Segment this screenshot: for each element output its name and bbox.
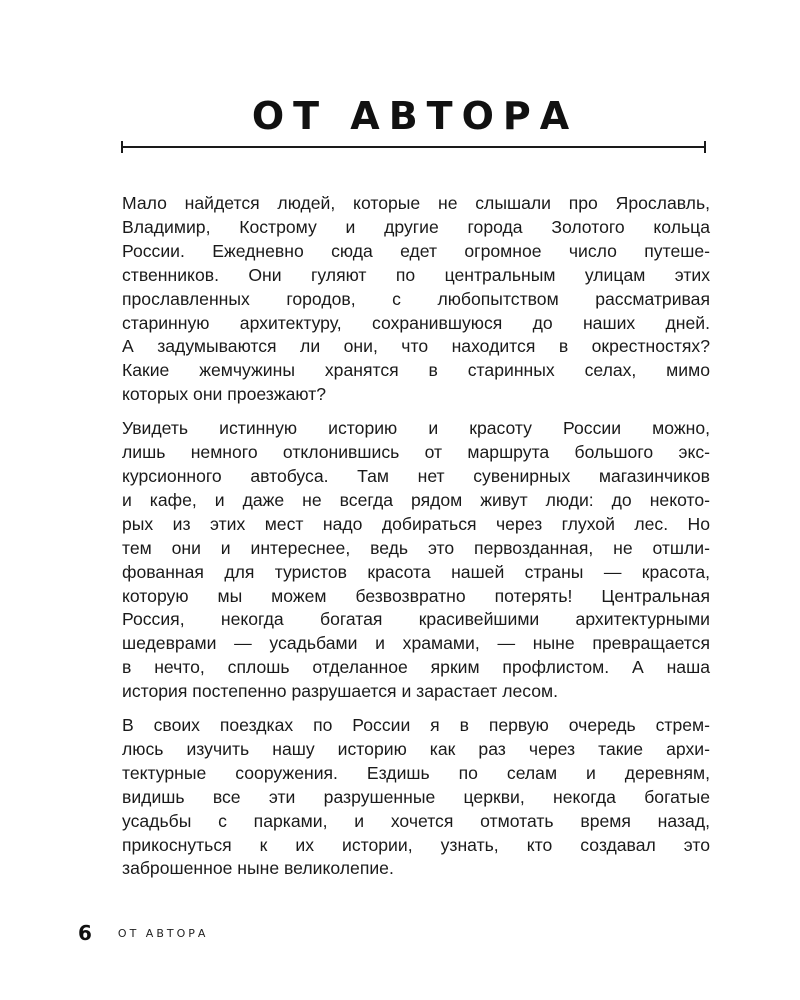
text-line: В своих поездках по России я в первую очередь стрем- [122, 715, 710, 736]
text-line: Увидеть истинную историю и красоту России можно, [122, 418, 710, 439]
text-line: видишь все эти разрушенные церкви, некогда богатые [122, 786, 710, 807]
text-line: лишь немного отклонившись от маршрута большого экс- [122, 442, 710, 463]
title-rule-left-tick [121, 141, 123, 153]
page-footer [78, 918, 208, 948]
text-line: прославленных городов, с любопытством рассматривая [122, 288, 710, 309]
paragraph [122, 192, 710, 407]
text-line: Какие жемчужины хранятся в старинных селах, мимо [122, 360, 710, 381]
paragraph [122, 417, 710, 704]
text-line: тектурные сооружения. Ездишь по селам и деревням, [122, 762, 710, 783]
text-line: заброшенное ныне великолепие. [122, 858, 394, 879]
text-line: Владимир, Кострому и другие города Золотого кольца [122, 216, 710, 237]
text-line: рых из этих мест надо добираться через глухой лес. Но [122, 513, 710, 534]
text-line: тем они и интереснее, ведь это первозданная, не отшли- [122, 537, 710, 558]
text-line: фованная для туристов красота нашей страны — красота, [122, 561, 710, 582]
title-rule-right-tick [704, 141, 706, 153]
text-line: в нечто, сплошь отделанное ярким профлистом. А наша [122, 657, 710, 678]
chapter-title: ОТ АВТОРА [251, 94, 579, 138]
text-line: и кафе, и даже не всегда рядом живут люди: до некото- [122, 489, 710, 510]
title-rule [121, 146, 706, 148]
text-line: люсь изучить нашу историю как раз через такие архи- [122, 738, 710, 759]
text-line: старинную архитектуру, сохранившуюся до наших дней. [122, 312, 710, 333]
page-number: 6 [78, 921, 92, 945]
text-line: история постепенно разрушается и зарастает лесом. [122, 681, 559, 702]
text-line: Россия, некогда богатая красивейшими архитектурными [122, 609, 710, 630]
text-line: А задумываются ли они, что находится в окрестностях? [122, 336, 710, 357]
text-line: усадьбы с парками, и хочется отмотать время назад, [122, 810, 710, 831]
text-line: ственников. Они гуляют по центральным улицам этих [122, 264, 710, 285]
text-line: Мало найдется людей, которые не слышали про Ярославль, [122, 193, 710, 213]
text-line: которую мы можем безвозвратно потерять! Центральная [122, 585, 710, 606]
running-head: ОТ АВТОРА [117, 926, 209, 940]
body-text [122, 192, 710, 891]
paragraph [122, 714, 710, 881]
text-line: России. Ежедневно сюда едет огромное число путеше- [122, 240, 710, 261]
text-line: курсионного автобуса. Там нет сувенирных магазинчиков [122, 465, 710, 486]
text-line: прикоснуться к их истории, узнать, кто создавал это [122, 834, 710, 855]
text-line: шедеврами — усадьбами и храмами, — ныне превращается [122, 633, 710, 654]
text-line: которых они проезжают? [122, 384, 327, 405]
